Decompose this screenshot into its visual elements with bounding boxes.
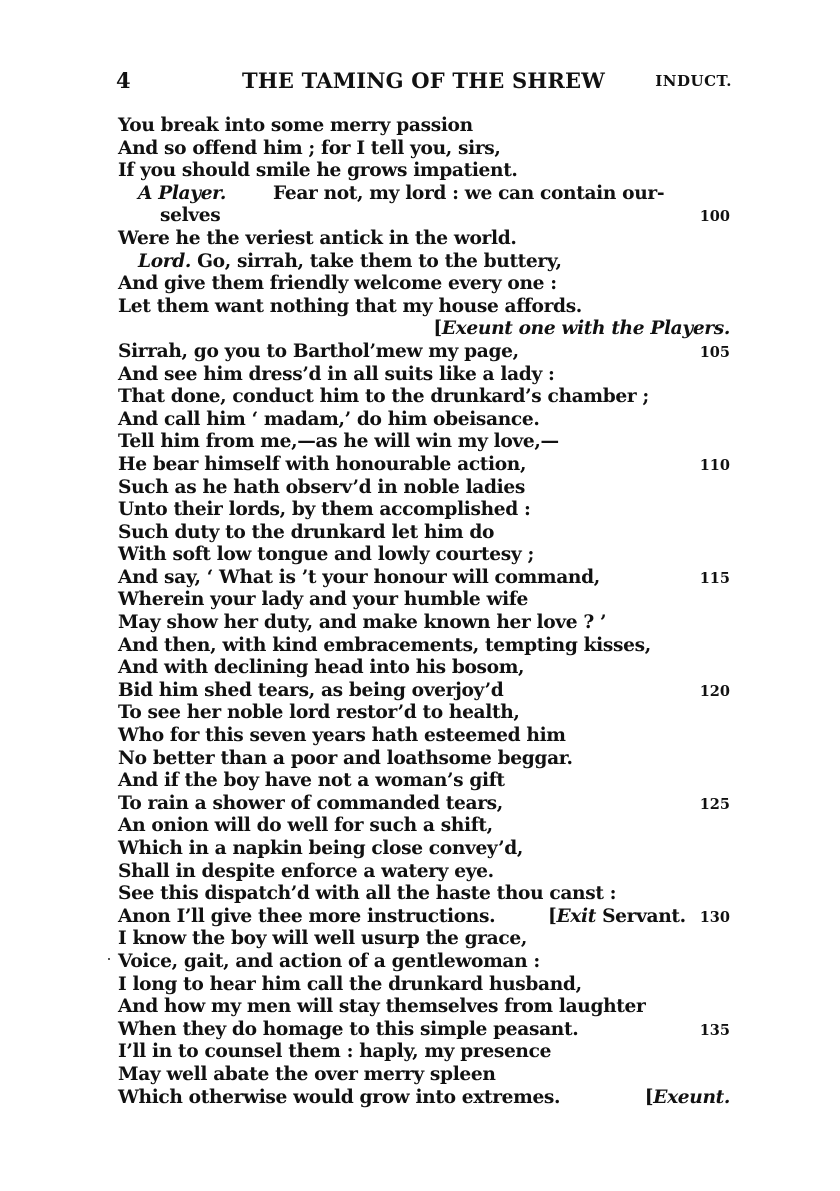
- verse-line: Which in a napkin being close convey’d,: [118, 838, 523, 859]
- section-label: INDUCT.: [655, 72, 732, 90]
- verse-line: And then, with kind embracements, tempting kisses,: [118, 634, 651, 656]
- verse-line: selves 100: [118, 205, 730, 228]
- page-number: 4: [116, 68, 131, 93]
- verse-line: Anon I’ll give thee more instructions. [Exit Servant. 130: [118, 906, 730, 929]
- verse-line: Who for this seven years hath esteemed him: [118, 725, 566, 747]
- line-number: 105: [699, 343, 730, 361]
- verse-line: And if the boy have not a woman’s gift: [118, 770, 505, 792]
- verse-line: May well abate the over merry spleen: [118, 1063, 496, 1085]
- verse-line: And so offend him ; for I tell you, sirs,: [118, 137, 501, 159]
- verse-line: Which otherwise would grow into extremes. [Exeunt.: [118, 1086, 730, 1108]
- line-number: 100: [699, 208, 730, 226]
- verse-line: Shall in despite enforce a watery eye.: [118, 860, 494, 882]
- speaker-name: Lord.: [138, 250, 191, 272]
- verse-line: Let them want nothing that my house affords.: [118, 295, 582, 317]
- verse-line: To see her noble lord restor’d to health,: [118, 702, 520, 724]
- running-header: [116, 68, 732, 96]
- verse-line: That done, conduct him to the drunkard’s chamber ;: [118, 386, 649, 408]
- line-number: 115: [699, 569, 730, 587]
- verse-line: He bear himself with honourable action, 110: [118, 454, 730, 477]
- stage-direction: [Exeunt one with the Players.: [433, 318, 730, 340]
- verse-line: You break into some merry passion: [118, 115, 473, 136]
- verse-line: Tell him from me,—as he will win my love,—: [118, 431, 559, 453]
- stage-direction: [Exit Servant.: [548, 905, 686, 927]
- line-number: 120: [699, 682, 730, 700]
- verse-line: Bid him shed tears, as being overjoy’d 120: [118, 680, 730, 703]
- verse-line: And how my men will stay themselves from laughter: [118, 996, 646, 1018]
- line-number: 110: [699, 456, 730, 474]
- verse-line: And give them friendly welcome every one :: [118, 273, 557, 295]
- verse-line: And see him dress’d in all suits like a lady :: [118, 363, 555, 385]
- verse-line: May show her duty, and make known her love ? ’: [118, 612, 607, 634]
- verse-line: To rain a shower of commanded tears, 125: [118, 793, 730, 816]
- verse-line: And say, ‘ What is ’t your honour will command, 115: [118, 567, 730, 590]
- verse-line: Voice, gait, and action of a gentlewoman :: [118, 950, 540, 972]
- verse-line: When they do homage to this simple peasant. 135: [118, 1019, 730, 1042]
- line-number: 135: [699, 1021, 730, 1039]
- speech-line: Lord. Go, sirrah, take them to the buttery,: [138, 250, 562, 272]
- verse-line: If you should smile he grows impatient.: [118, 160, 518, 182]
- verse-line: And call him ‘ madam,’ do him obeisance.: [118, 408, 540, 430]
- print-speck: [108, 958, 110, 960]
- play-text: [118, 115, 730, 1109]
- verse-line: Sirrah, go you to Barthol’mew my page, 105: [118, 341, 730, 364]
- stage-direction: [Exeunt.: [644, 1086, 730, 1108]
- verse-line: With soft low tongue and lowly courtesy ;: [118, 544, 534, 566]
- verse-line: And with declining head into his bosom,: [118, 657, 525, 679]
- verse-line: I’ll in to counsel them : haply, my presence: [118, 1041, 552, 1063]
- verse-line: Wherein your lady and your humble wife: [118, 589, 529, 611]
- verse-line: I know the boy will well usurp the grace,: [118, 928, 527, 950]
- verse-line: Unto their lords, by them accomplished :: [118, 499, 531, 521]
- line-number: 130: [699, 908, 730, 926]
- running-title: THE TAMING OF THE SHREW: [242, 68, 606, 93]
- verse-line: I long to hear him call the drunkard husband,: [118, 973, 582, 995]
- verse-line: See this dispatch’d with all the haste thou canst :: [118, 883, 617, 905]
- verse-line: Such duty to the drunkard let him do: [118, 521, 495, 543]
- verse-line: Such as he hath observ’d in noble ladies: [118, 476, 525, 498]
- line-number: 125: [699, 795, 730, 813]
- speaker-name: A Player.: [138, 182, 227, 204]
- verse-line: No better than a poor and loathsome beggar.: [118, 747, 573, 769]
- verse-line: An onion will do well for such a shift,: [118, 815, 493, 837]
- verse-line: Were he the veriest antick in the world.: [118, 227, 517, 249]
- speech-line: A Player. Fear not, my lord : we can contain our-: [138, 182, 665, 204]
